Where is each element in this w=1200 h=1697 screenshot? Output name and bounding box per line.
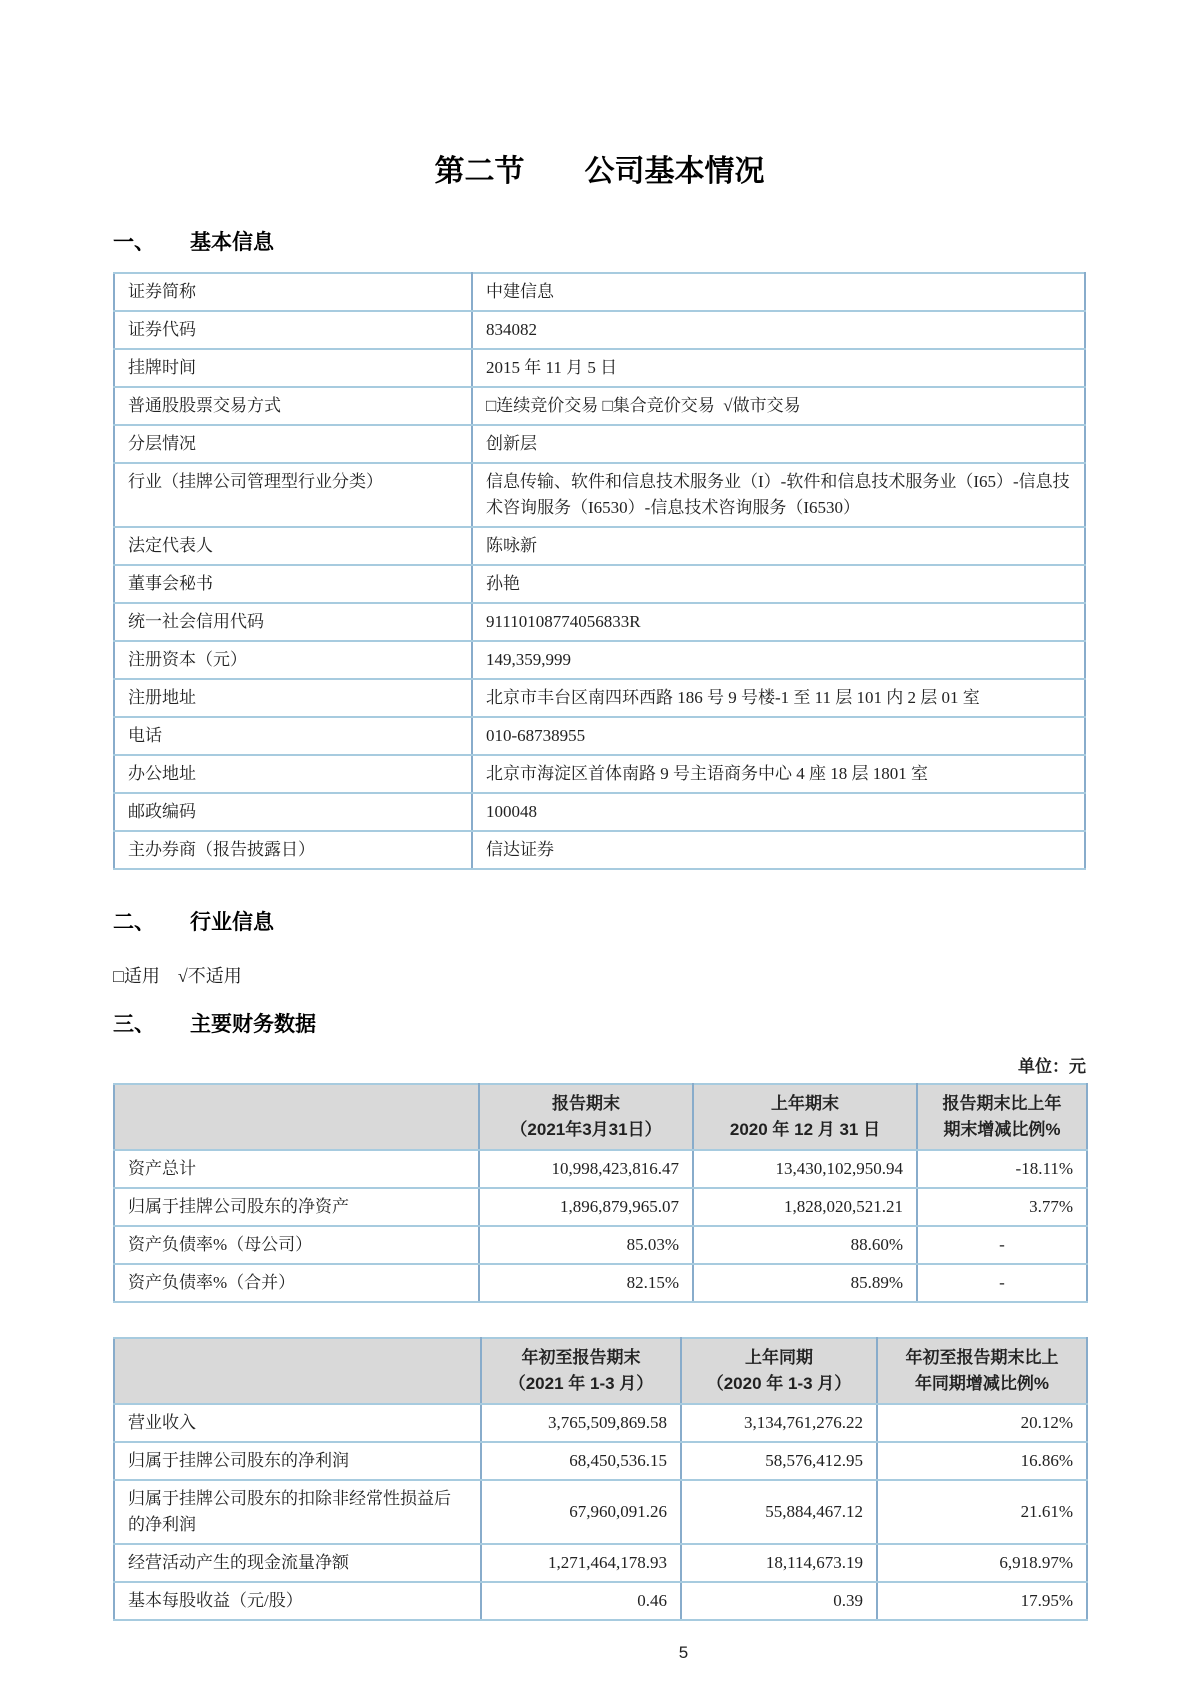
table-row bbox=[114, 603, 1085, 641]
table-row bbox=[114, 349, 1085, 387]
row-label: 行业（挂牌公司管理型行业分类） bbox=[114, 463, 472, 527]
table-row bbox=[114, 755, 1085, 793]
column-header-line: （2021年3月31日） bbox=[510, 1120, 662, 1139]
current-period-value: 68,450,536.15 bbox=[481, 1442, 681, 1480]
row-label: 法定代表人 bbox=[114, 527, 472, 565]
row-label: 归属于挂牌公司股东的净资产 bbox=[114, 1188, 479, 1226]
prior-period-value: 18,114,673.19 bbox=[681, 1544, 877, 1582]
column-header-line: （2020 年 1-3 月） bbox=[706, 1374, 852, 1393]
current-period-value: 82.15% bbox=[479, 1264, 693, 1302]
row-label: 挂牌时间 bbox=[114, 349, 472, 387]
section-number: 三、 bbox=[113, 1013, 155, 1036]
section-heading-financial-data bbox=[113, 1008, 1086, 1038]
row-label: 资产总计 bbox=[114, 1150, 479, 1188]
table-row bbox=[114, 311, 1085, 349]
row-label: 证券简称 bbox=[114, 273, 472, 311]
column-header-line: 年初至报告期末比上 bbox=[905, 1348, 1059, 1367]
prior-period-value: 0.39 bbox=[681, 1582, 877, 1620]
change-percent-value: 16.86% bbox=[877, 1442, 1087, 1480]
table-row bbox=[114, 831, 1085, 869]
row-value: 孙艳 bbox=[472, 565, 1085, 603]
column-header bbox=[681, 1338, 877, 1404]
current-period-value: 3,765,509,869.58 bbox=[481, 1404, 681, 1442]
current-period-value: 1,271,464,178.93 bbox=[481, 1544, 681, 1582]
change-percent-value: - bbox=[917, 1226, 1087, 1264]
row-label: 普通股股票交易方式 bbox=[114, 387, 472, 425]
row-value: 2015 年 11 月 5 日 bbox=[472, 349, 1085, 387]
section-heading-industry-info bbox=[113, 906, 1086, 936]
row-value: 信息传输、软件和信息技术服务业（I）-软件和信息技术服务业（I65）-信息技术咨询服务（I6530）-信息技术咨询服务（I6530） bbox=[472, 463, 1085, 527]
row-label: 统一社会信用代码 bbox=[114, 603, 472, 641]
row-value: 信达证券 bbox=[472, 831, 1085, 869]
column-header bbox=[917, 1084, 1087, 1150]
page-title: 第二节 公司基本情况 bbox=[434, 155, 765, 188]
industry-applicability-text: □适用 √不适用 bbox=[113, 966, 242, 986]
row-label: 分层情况 bbox=[114, 425, 472, 463]
row-label: 资产负债率%（合并） bbox=[114, 1264, 479, 1302]
row-value: 北京市海淀区首体南路 9 号主语商务中心 4 座 18 层 1801 室 bbox=[472, 755, 1085, 793]
section-heading-basic-info bbox=[113, 226, 1086, 256]
row-value: 陈咏新 bbox=[472, 527, 1085, 565]
column-header bbox=[114, 1338, 481, 1404]
row-label: 注册资本（元） bbox=[114, 641, 472, 679]
row-value: 149,359,999 bbox=[472, 641, 1085, 679]
row-label: 营业收入 bbox=[114, 1404, 481, 1442]
prior-period-value: 3,134,761,276.22 bbox=[681, 1404, 877, 1442]
table-row bbox=[114, 527, 1085, 565]
column-header-line: 报告期末 bbox=[552, 1094, 620, 1113]
row-value: 北京市丰台区南四环西路 186 号 9 号楼-1 至 11 层 101 内 2 层 01 室 bbox=[472, 679, 1085, 717]
row-value: 91110108774056833R bbox=[472, 603, 1085, 641]
current-period-value: 10,998,423,816.47 bbox=[479, 1150, 693, 1188]
row-label: 董事会秘书 bbox=[114, 565, 472, 603]
row-label: 办公地址 bbox=[114, 755, 472, 793]
prior-period-value: 88.60% bbox=[693, 1226, 917, 1264]
row-label: 主办券商（报告披露日） bbox=[114, 831, 472, 869]
table-row bbox=[114, 1150, 1087, 1188]
table-row bbox=[114, 793, 1085, 831]
column-header-line: 2020 年 12 月 31 日 bbox=[729, 1120, 881, 1139]
basic-info-table bbox=[113, 272, 1086, 870]
column-header bbox=[479, 1084, 693, 1150]
section-title: 主要财务数据 bbox=[190, 1013, 316, 1036]
row-label: 经营活动产生的现金流量净额 bbox=[114, 1544, 481, 1582]
row-label: 归属于挂牌公司股东的净利润 bbox=[114, 1442, 481, 1480]
row-label: 归属于挂牌公司股东的扣除非经常性损益后的净利润 bbox=[114, 1480, 481, 1544]
table-row bbox=[114, 425, 1085, 463]
change-percent-value: 17.95% bbox=[877, 1582, 1087, 1620]
column-header-line: 上年同期 bbox=[745, 1348, 813, 1367]
table-row bbox=[114, 679, 1085, 717]
financial-table-year-to-date bbox=[113, 1337, 1088, 1621]
row-label: 资产负债率%（母公司） bbox=[114, 1226, 479, 1264]
current-period-value: 0.46 bbox=[481, 1582, 681, 1620]
table-row bbox=[114, 717, 1085, 755]
current-period-value: 1,896,879,965.07 bbox=[479, 1188, 693, 1226]
column-header bbox=[481, 1338, 681, 1404]
column-header bbox=[114, 1084, 479, 1150]
prior-period-value: 85.89% bbox=[693, 1264, 917, 1302]
current-period-value: 85.03% bbox=[479, 1226, 693, 1264]
row-label: 电话 bbox=[114, 717, 472, 755]
prior-period-value: 1,828,020,521.21 bbox=[693, 1188, 917, 1226]
change-percent-value: 20.12% bbox=[877, 1404, 1087, 1442]
prior-period-value: 55,884,467.12 bbox=[681, 1480, 877, 1544]
column-header-line: 年初至报告期末 bbox=[521, 1348, 641, 1367]
page-content bbox=[113, 0, 1086, 1663]
row-value: 834082 bbox=[472, 311, 1085, 349]
financial-table-period-end bbox=[113, 1083, 1088, 1303]
table-row bbox=[114, 1264, 1087, 1302]
page-number: 5 bbox=[678, 1643, 689, 1662]
row-value: 中建信息 bbox=[472, 273, 1085, 311]
row-label: 证券代码 bbox=[114, 311, 472, 349]
table-row bbox=[114, 463, 1085, 527]
column-header-line: 报告期末比上年 bbox=[942, 1094, 1062, 1113]
row-label: 邮政编码 bbox=[114, 793, 472, 831]
section-number: 一、 bbox=[113, 231, 155, 254]
table-header-row bbox=[114, 1084, 1087, 1150]
table-row bbox=[114, 1404, 1087, 1442]
row-value: 创新层 bbox=[472, 425, 1085, 463]
change-percent-value: - bbox=[917, 1264, 1087, 1302]
row-value: 100048 bbox=[472, 793, 1085, 831]
column-header bbox=[877, 1338, 1087, 1404]
section-number: 二、 bbox=[113, 911, 155, 934]
row-value: □连续竞价交易 □集合竞价交易 √做市交易 bbox=[472, 387, 1085, 425]
table-header-row bbox=[114, 1338, 1087, 1404]
current-period-value: 67,960,091.26 bbox=[481, 1480, 681, 1544]
row-label: 基本每股收益（元/股） bbox=[114, 1582, 481, 1620]
table-row bbox=[114, 1480, 1087, 1544]
change-percent-value: 3.77% bbox=[917, 1188, 1087, 1226]
column-header-line: 年同期增减比例% bbox=[914, 1374, 1050, 1393]
column-header-line: 期末增减比例% bbox=[943, 1120, 1061, 1139]
table-row bbox=[114, 1582, 1087, 1620]
table-row bbox=[114, 1442, 1087, 1480]
table-row bbox=[114, 1188, 1087, 1226]
table-row bbox=[114, 1544, 1087, 1582]
section-title: 行业信息 bbox=[190, 911, 274, 934]
table-row bbox=[114, 565, 1085, 603]
column-header bbox=[693, 1084, 917, 1150]
row-label: 注册地址 bbox=[114, 679, 472, 717]
row-value: 010-68738955 bbox=[472, 717, 1085, 755]
prior-period-value: 58,576,412.95 bbox=[681, 1442, 877, 1480]
change-percent-value: -18.11% bbox=[917, 1150, 1087, 1188]
prior-period-value: 13,430,102,950.94 bbox=[693, 1150, 917, 1188]
table-row bbox=[114, 641, 1085, 679]
unit-label: 单位：元 bbox=[1018, 1057, 1086, 1076]
table-row bbox=[114, 1226, 1087, 1264]
column-header-line: （2021 年 1-3 月） bbox=[508, 1374, 654, 1393]
column-header-line: 上年期末 bbox=[771, 1094, 839, 1113]
table-row bbox=[114, 273, 1085, 311]
change-percent-value: 21.61% bbox=[877, 1480, 1087, 1544]
change-percent-value: 6,918.97% bbox=[877, 1544, 1087, 1582]
table-row bbox=[114, 387, 1085, 425]
section-title: 基本信息 bbox=[190, 231, 274, 254]
